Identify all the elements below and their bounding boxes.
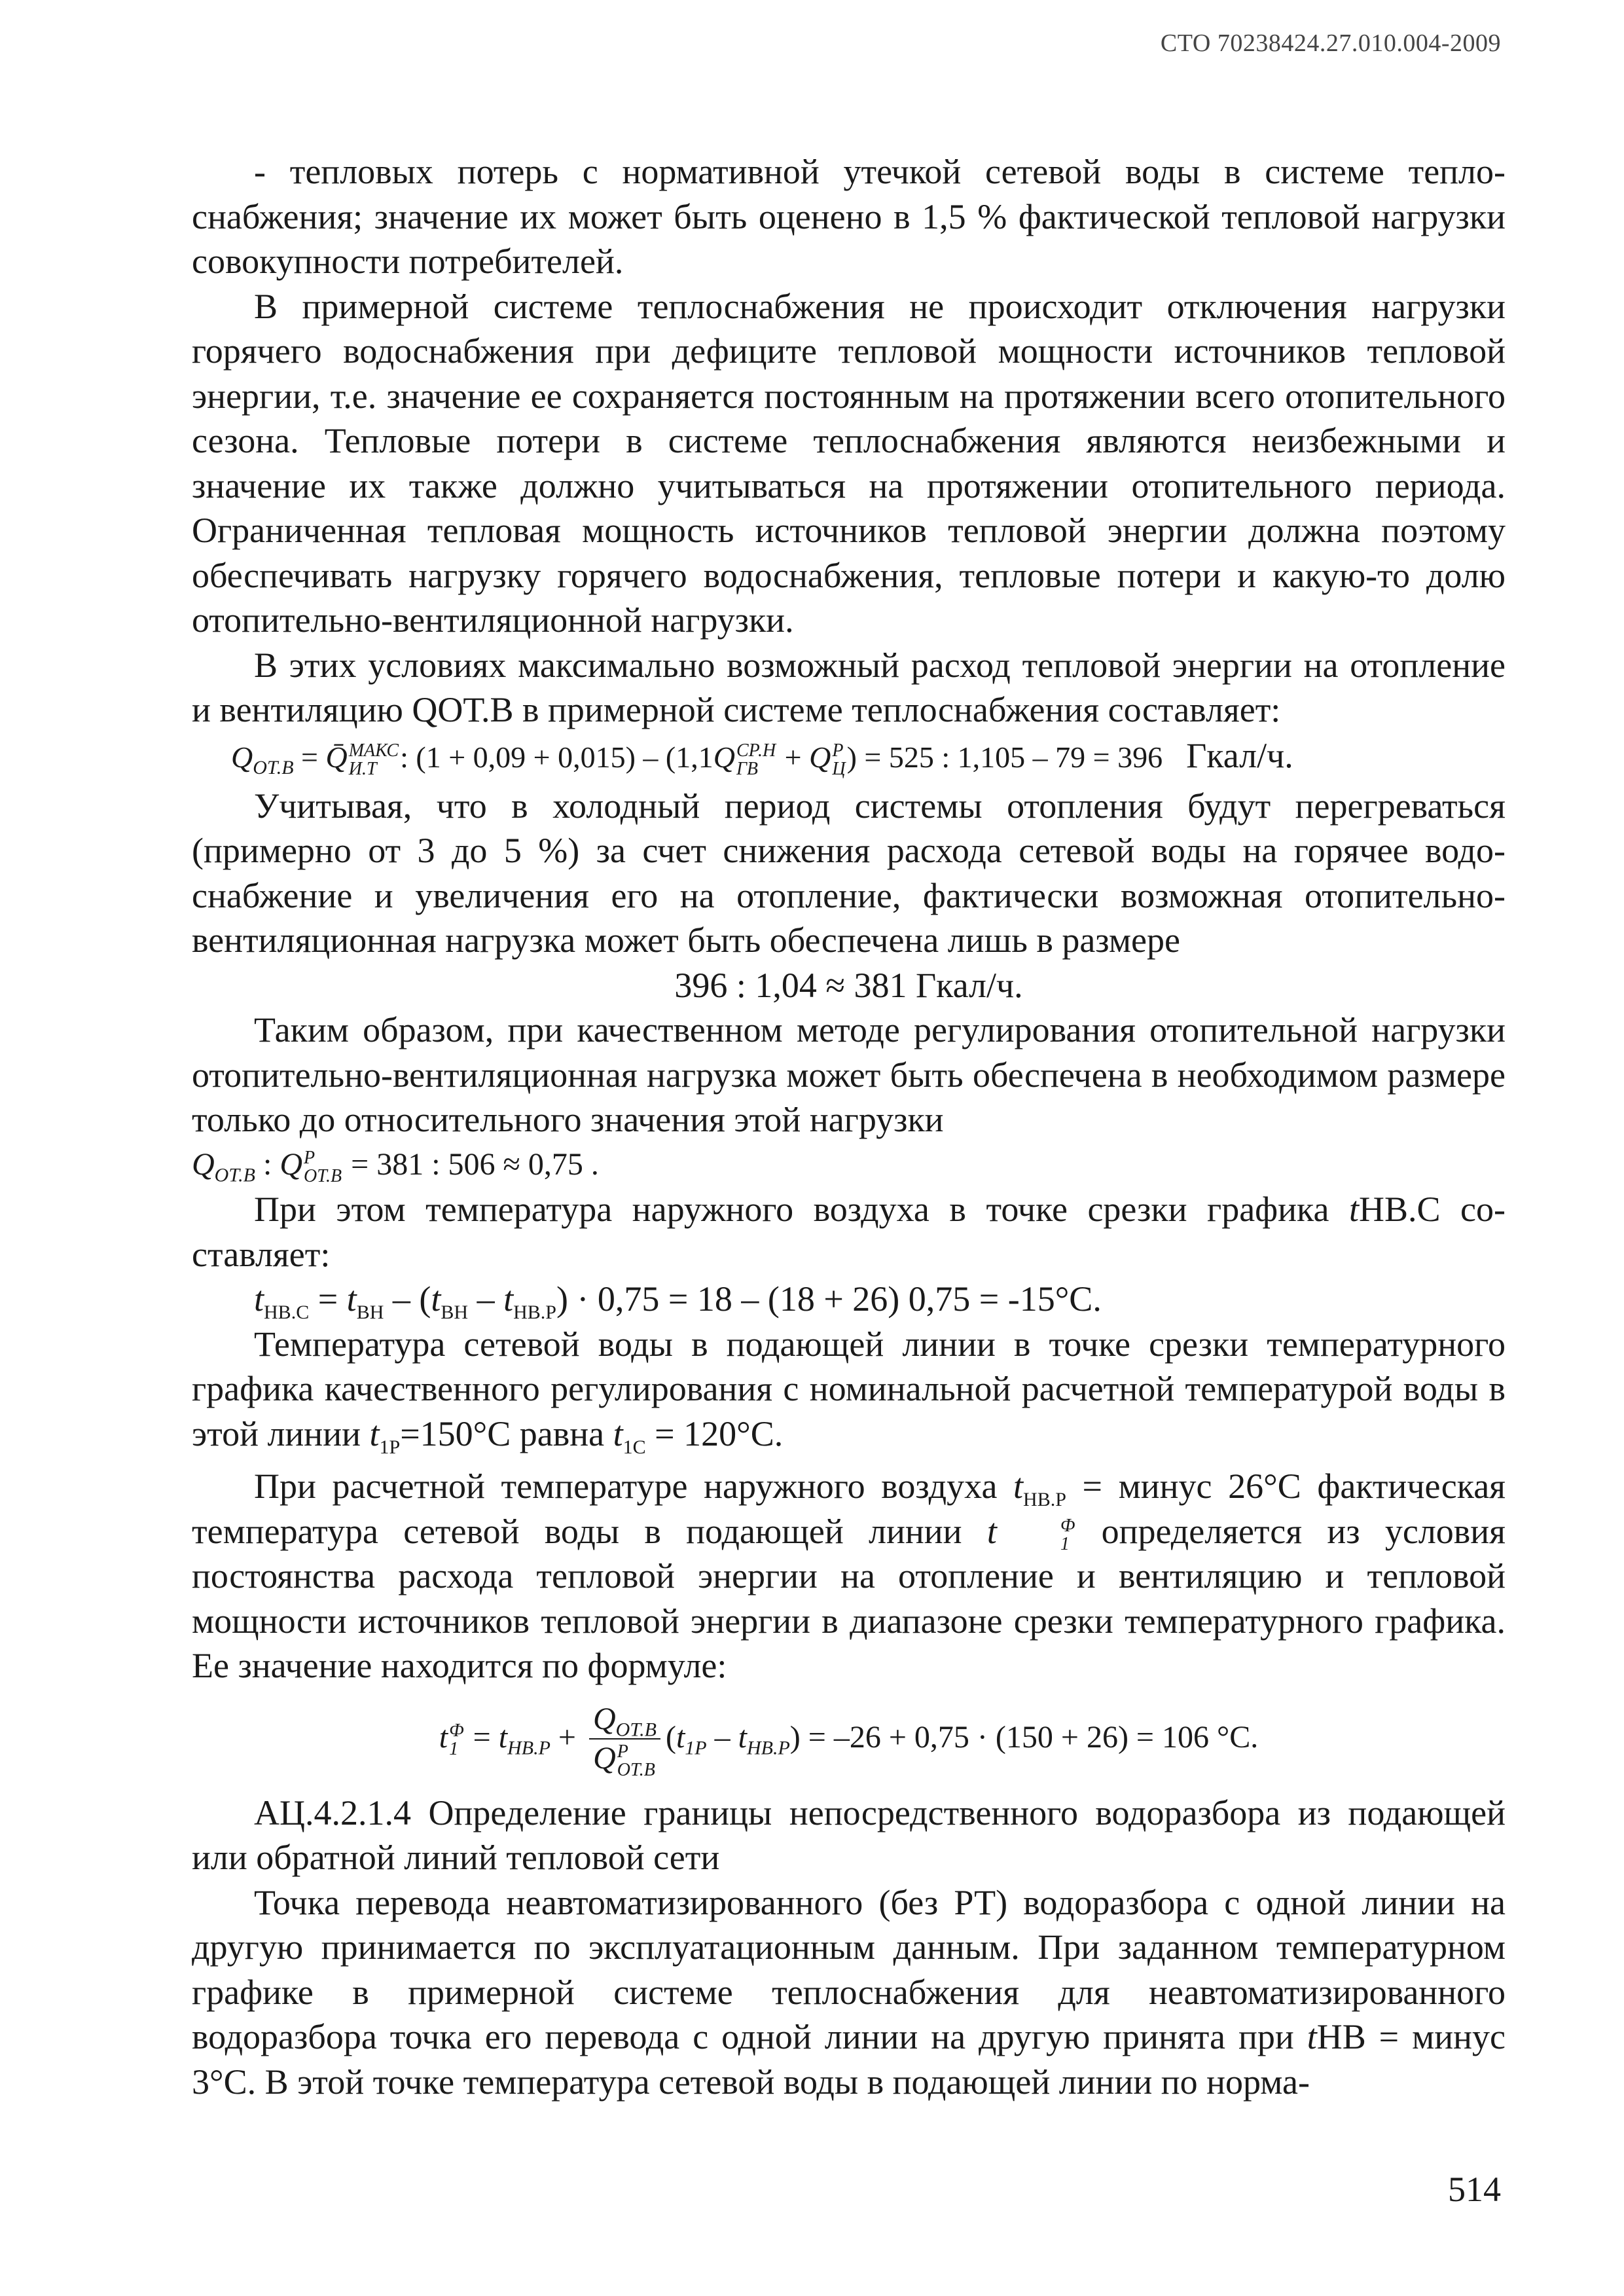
paragraph-quality-regulation: Таким образом, при качественном методе регулирования отопительной нагрузки отопительно-вентиляционная нагрузка может быть обеспечена в необходимом размере только до относительного значения этой нагрузки <box>192 1010 1506 1140</box>
formula-t-nv-c: $t_{НВ.С} = t_{ВН} - (t_{ВН} - t_{НВ.Р}) \cdot 0,75 = 18 - (18 + 26) 0,75 = -15^\circ С$. <box>254 1279 1102 1324</box>
formula1-unit: Гкал/ч. <box>1186 735 1293 775</box>
formula3-fraction: $Q_{ОТ.В}$ Q Р ОТ.В <box>589 1700 660 1779</box>
paragraph-hot-water-load: В примерной системе теплоснабжения не происходит отключения нагрузки горячего водоснабжения при дефиците тепловой мощности источников тепловой энергии, т.е. значение ее сохраняется постоянным на протяжении всего отопительного сезона. Тепловые потери в системе теплоснабжения являются неизбежными и значение их также должно учитываться на протяжении отопительного периода. Ограниченная тепловая мощность источников тепловой энергии должна поэтому обеспечивать нагрузку горячего водоснабжения, тепловые потери и какую-то долю отопительно-вентиляционной нагрузки. <box>192 286 1506 640</box>
section-heading-ac-4-2-1-4: АЦ.4.2.1.4 Определение границы непосредственного водоразбора из подающей или обратной линий тепловой сети <box>192 1793 1506 1878</box>
document-code-header: СТО 70238424.27.010.004-2009 <box>1160 29 1501 57</box>
formula-q-ot-v: $Q_{ОТ.В}$ = Q̄ МАКС И.Т : (1 + 0,09 + 0,015) – (1,1Q СР.Н ГВ + Q Р Ц ) = 525 : 1,105 – 79 = 396 Гкал/ч. <box>231 735 1293 779</box>
formula1-tail: ) = 525 : 1,105 – 79 = 396 <box>846 740 1163 774</box>
paragraph-water-draw-point: Точка перевода неавтоматизированного (без РТ) водоразбора с одной линии на другую принимается по эксплуатационным данным. При заданном температурном графике в примерной системе теплоснабжения для неавтоматизированного водоразбора точка его перевода с одной линии на другую принята при tНВ = минус 3°С. В этой точке температура сетевой воды в подающей линии по норма- <box>192 1882 1506 2102</box>
paragraph-overheating: Учитывая, что в холодный период системы отопления будут перегреваться (примерно от 3 до 5 %) за счет снижения расхода сетевой воды на горячее водоснабжение и увеличения его на отопление, фактически возможная отопительно-вентиляционная нагрузка может быть обеспечена лишь в размере <box>192 786 1506 960</box>
document-body <box>192 149 1506 2104</box>
page-number: 514 <box>1448 2170 1501 2209</box>
formula-relative-load: $Q_{ОТ.В}$ : Q Р ОТ.В = 381 : 506 ≈ 0,75 . <box>192 1146 599 1186</box>
paragraph-max-heat-consumption: В этих условиях максимально возможный расход тепловой энергии на отопление и вентиляцию QОТ.В в примерной системе теплоснабжения составляет: <box>192 645 1506 729</box>
formula3-tail: ) = –26 + 0,75 · (150 + 26) = 106 °С. <box>789 1719 1259 1755</box>
result-381: 396 : 1,04 ≈ 381 Гкал/ч. <box>674 965 1023 1005</box>
paragraph-outdoor-temperature: При этом температура наружного воздуха в точке срезки графика tНВ.С составляет: <box>192 1190 1506 1274</box>
paragraph-heat-losses: - тепловых потерь с нормативной утечкой сетевой воды в системе теплоснабжения; значение их может быть оценено в 1,5 % фактической тепловой нагрузки совокупности потребителей. <box>192 152 1506 281</box>
formula-t1-phi: t Ф 1 = $t_{НВ.Р}$ + $Q_{ОТ.В}$ Q Р ОТ.В $(t_{1Р} - t_{НВ.Р}) = -26 + 0,75 \cdot (150 + 26) = 106$ °С. <box>439 1702 1259 1781</box>
formula1-rhs: : (1 + 0,09 + 0,015) – (1,1 <box>400 740 713 774</box>
paragraph-actual-supply-temperature: При расчетной температуре наружного воздуха $t_{НВ.Р}$ = минус 26°С фактическая температура сетевой воды в подающей линии t Ф 1 определяется из условия постоянства расхода тепловой энергии на отопление и вентиляцию и тепловой мощности источников тепловой энергии в диапазоне срезки температурного графика. Ее значение находится по формуле: <box>192 1467 1506 1686</box>
paragraph-supply-temperature: Температура сетевой воды в подающей линии в точке срезки температурного графика качественного регулирования с номинальной расчетной температурой воды в этой линии $t_{1Р}=150^\circ С$ равна $t_{1С} = 120^\circ С$. <box>192 1324 1506 1458</box>
